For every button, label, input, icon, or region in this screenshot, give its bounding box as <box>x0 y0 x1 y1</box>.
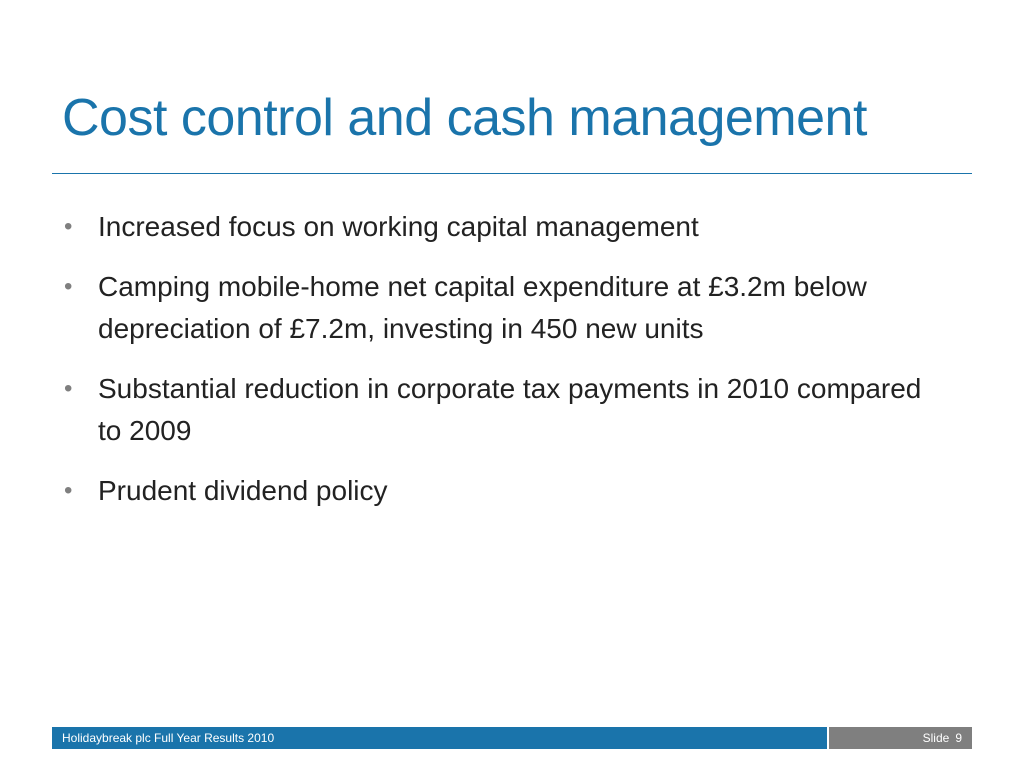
bullet-item <box>64 368 944 452</box>
bullet-icon: • <box>64 213 73 240</box>
footer-presentation-title: Holidaybreak plc Full Year Results 2010 <box>52 727 827 749</box>
bullet-text: Substantial reduction in corporate tax payments in 2010 compared to 2009 <box>98 373 922 446</box>
footer-bar <box>52 727 972 749</box>
title-divider <box>52 173 972 174</box>
bullet-icon: • <box>64 375 73 402</box>
bullet-item <box>64 206 944 248</box>
slide-title: Cost control and cash management <box>62 89 867 147</box>
footer-slide-number: 9 <box>955 731 962 745</box>
bullet-text: Prudent dividend policy <box>98 475 388 506</box>
footer-slide-label: Slide <box>922 731 950 745</box>
footer-slide-number-box <box>829 727 972 749</box>
bullet-list <box>64 206 944 530</box>
bullet-text: Camping mobile-home net capital expenditure at £3.2m below depreciation of £7.2m, investing in 450 new units <box>98 271 867 344</box>
bullet-item <box>64 470 944 512</box>
bullet-icon: • <box>64 273 73 300</box>
bullet-icon: • <box>64 477 73 504</box>
bullet-item <box>64 266 944 350</box>
bullet-text: Increased focus on working capital management <box>98 211 699 242</box>
